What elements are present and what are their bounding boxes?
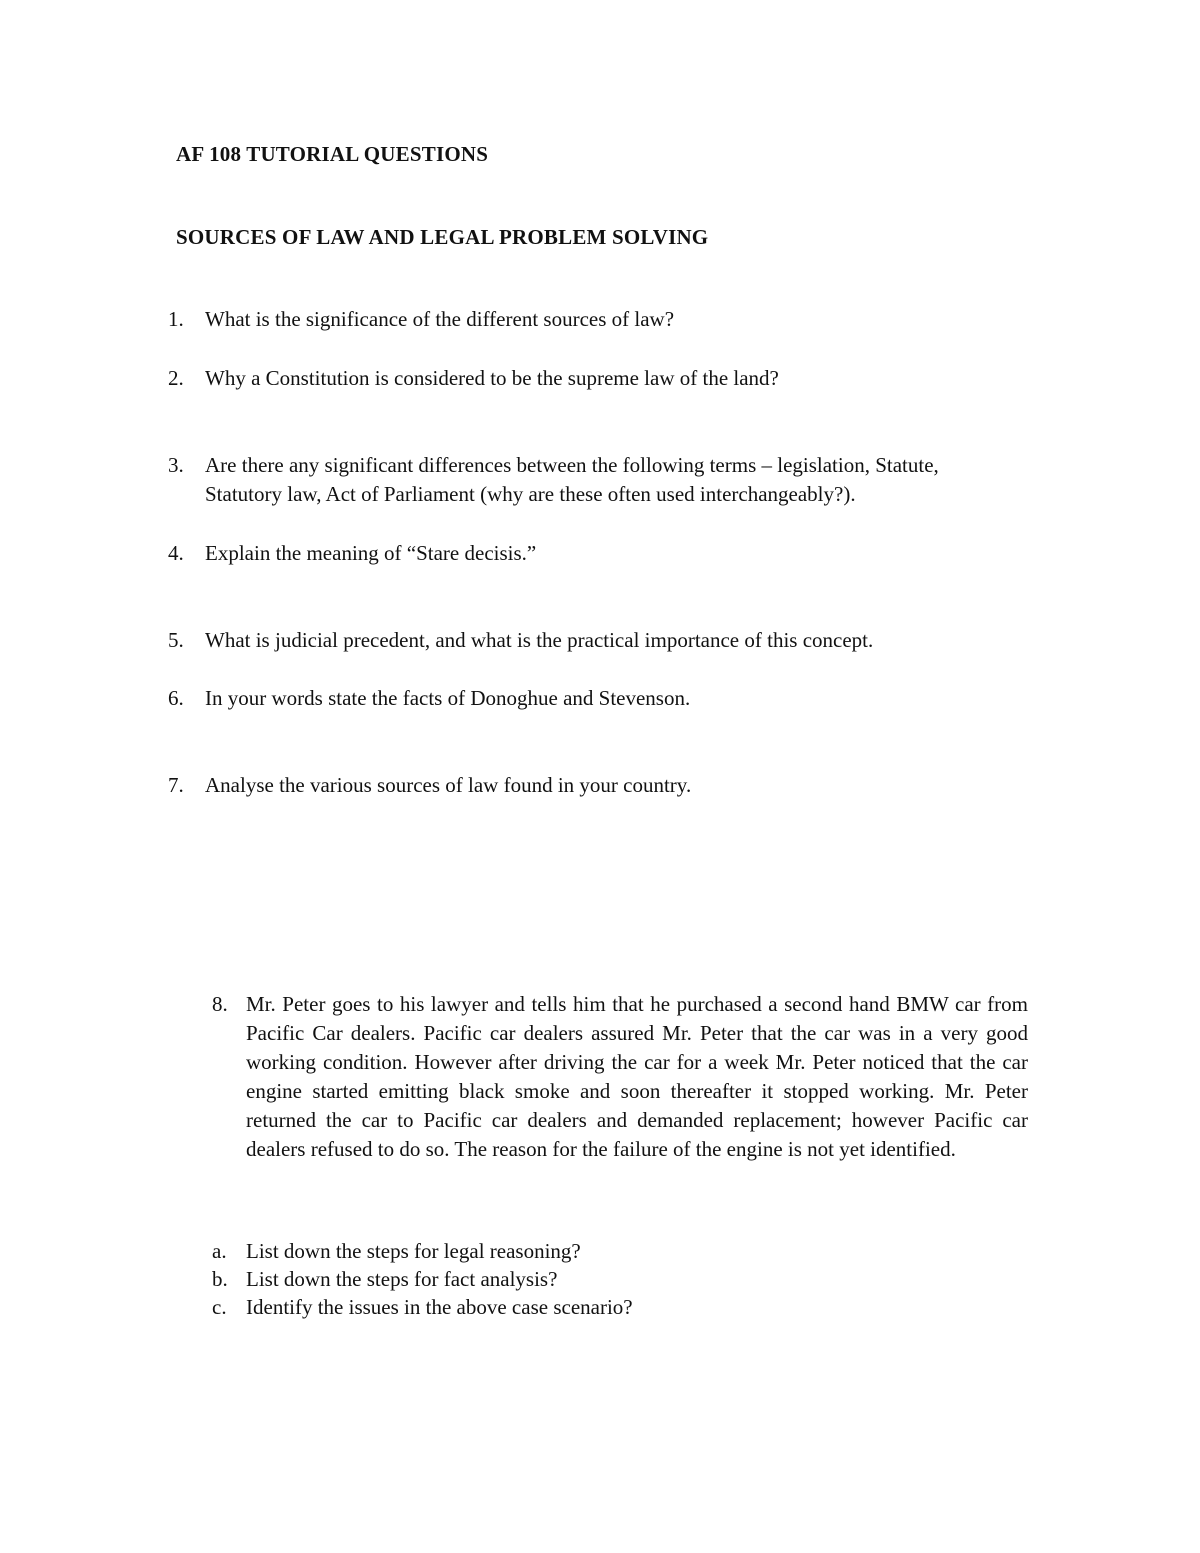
question-text: In your words state the facts of Donoghue and Stevenson. <box>205 686 691 710</box>
scenario-text: Mr. Peter goes to his lawyer and tells him that he purchased a second hand BMW car from Pacific Car dealers. Pacific car dealers assured Mr. Peter that the car was in a very good working condition. However after driving the car for a week Mr. Peter noticed that the car engine started emitting black smoke and soon thereafter it stopped working. Mr. Peter returned the car to Pacific car dealers and demanded replacement; however Pacific car dealers refused to do so. The reason for the failure of the engine is not yet identified. <box>246 992 1028 1161</box>
question-item-2 <box>168 364 1048 393</box>
question-text: Are there any significant differences between the following terms – legislation, Statute, Statutory law, Act of Parliament (why are these often used interchangeably?). <box>205 453 939 506</box>
question-text: Why a Constitution is considered to be the supreme law of the land? <box>205 366 779 390</box>
question-text: What is judicial precedent, and what is the practical importance of this concept. <box>205 628 874 652</box>
question-item-4 <box>168 539 1048 568</box>
sub-question-text: List down the steps for legal reasoning? <box>246 1239 581 1263</box>
sub-question-letter: a. <box>212 1239 227 1263</box>
question-number: 1. <box>168 307 184 331</box>
question-text: Explain the meaning of “Stare decisis.” <box>205 541 537 565</box>
question-item-3 <box>168 451 1048 509</box>
sub-question-letter: b. <box>212 1267 228 1291</box>
question-number: 6. <box>168 686 184 710</box>
document-title: AF 108 TUTORIAL QUESTIONS <box>176 142 489 166</box>
sub-question-c <box>212 1293 1012 1321</box>
question-text: Analyse the various sources of law found in your country. <box>205 773 692 797</box>
sub-question-a <box>212 1237 1012 1265</box>
question-number: 5. <box>168 628 184 652</box>
sub-question-text: Identify the issues in the above case scenario? <box>246 1295 633 1319</box>
sub-question-b <box>212 1265 1012 1293</box>
sub-question-letter: c. <box>212 1295 227 1319</box>
question-number: 4. <box>168 541 184 565</box>
question-text: What is the significance of the different sources of law? <box>205 307 675 331</box>
question-item-1 <box>168 305 1048 334</box>
scenario-question <box>212 990 1028 1164</box>
question-number: 3. <box>168 453 184 477</box>
question-number: 8. <box>212 992 228 1016</box>
question-number: 2. <box>168 366 184 390</box>
question-item-7 <box>168 771 1048 800</box>
section-heading: SOURCES OF LAW AND LEGAL PROBLEM SOLVING <box>176 225 709 249</box>
sub-question-text: List down the steps for fact analysis? <box>246 1267 558 1291</box>
question-item-5 <box>168 626 1048 655</box>
question-item-6 <box>168 684 1048 713</box>
question-number: 7. <box>168 773 184 797</box>
